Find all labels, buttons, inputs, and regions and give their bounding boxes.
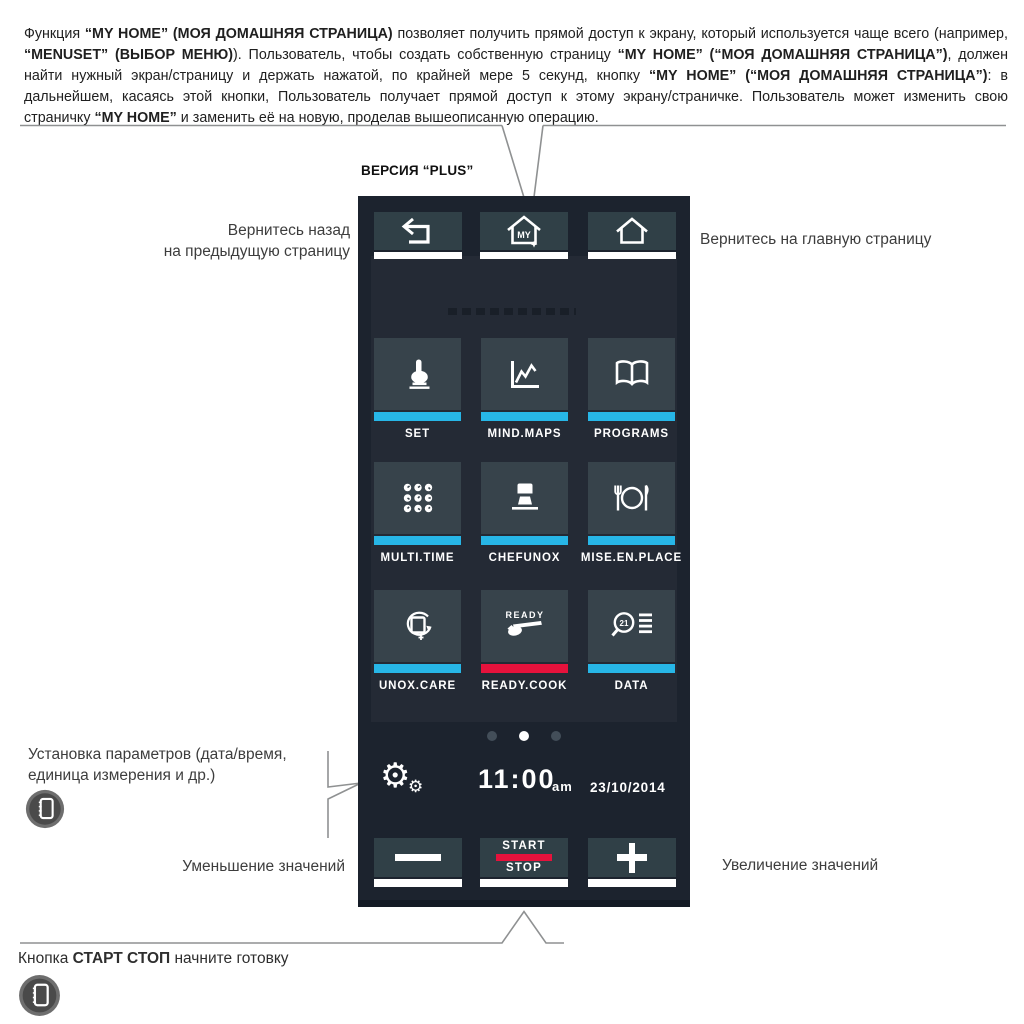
svg-text:READY: READY — [504, 610, 545, 620]
settings-button[interactable] — [380, 756, 432, 805]
tile-set — [374, 338, 461, 440]
plus-icon — [617, 843, 647, 873]
clock-date: 23/10/2014 — [590, 780, 666, 795]
chefunox-button[interactable] — [481, 462, 568, 534]
tile-accent-bar — [588, 536, 675, 545]
tile-label: UNOX.CARE — [378, 680, 457, 692]
start-stop-caption: Кнопка СТАРТ СТОП начните готовку — [18, 950, 289, 967]
manual-icon — [24, 788, 66, 830]
panel-bottom-bezel — [358, 900, 690, 907]
annotation-home: Вернитесь на главную страницу — [700, 231, 932, 248]
home-button[interactable] — [588, 212, 676, 250]
clock-time: 11:00 — [478, 764, 556, 794]
start-stop-red-bar — [496, 854, 552, 861]
tile-label: DATA — [614, 680, 649, 692]
tile-label: READY.COOK — [481, 680, 568, 692]
back-arrow-icon — [401, 216, 435, 246]
mind-maps-button[interactable] — [481, 338, 568, 410]
annotation-params-line2: единица измерения и др.) — [28, 767, 216, 784]
version-label: ВЕРСИЯ “PLUS” — [361, 163, 474, 178]
pager-dots — [358, 728, 690, 746]
my-home-icon — [504, 214, 544, 248]
tile-label: CHEFUNOX — [488, 552, 561, 564]
annotation-params — [28, 744, 287, 786]
ready-cook-button[interactable] — [481, 590, 568, 662]
tile-label: MIND.MAPS — [487, 428, 562, 440]
annotation-back-line2: на предыдущую страницу — [163, 243, 350, 260]
nav-my-home — [480, 212, 568, 259]
tile-ready-cook — [481, 590, 568, 692]
tile-multi-time — [374, 462, 461, 564]
ctrl-underline — [480, 879, 568, 887]
ghost-text — [448, 308, 576, 315]
clock-meridiem: am — [552, 779, 573, 794]
plus-button[interactable] — [588, 838, 676, 877]
tile-label: SET — [404, 428, 431, 440]
tile-accent-bar — [481, 536, 568, 545]
tile-accent-bar — [481, 412, 568, 421]
manual-icon — [17, 973, 62, 1018]
data-search-icon — [609, 609, 655, 643]
ctrl-underline — [374, 879, 462, 887]
tile-label: MISE.EN.PLACE — [580, 552, 683, 564]
annotation-back — [60, 220, 350, 262]
gear-icon: ⚙ — [380, 756, 411, 796]
data-button[interactable] — [588, 590, 675, 662]
tile-accent-bar — [481, 664, 568, 673]
tile-accent-bar — [374, 536, 461, 545]
annotation-back-line1: Вернитесь назад — [227, 222, 350, 239]
ctrl-plus — [588, 838, 676, 887]
svg-text:MY: MY — [517, 230, 531, 240]
set-hand-icon — [400, 356, 436, 392]
nav-back — [374, 212, 462, 259]
chef-hat-icon — [507, 480, 543, 516]
tile-data — [588, 590, 675, 692]
intro-paragraph: Функция “MY HOME” (МОЯ ДОМАШНЯЯ СТРАНИЦА) позволяет получить прямой доступ к экрану, который используется чаще всего (например, “MENUSET” (ВЫБОР МЕНЮ)). Пользователь, чтобы создать собственную страницу “MY HOME” (“МОЯ ДОМАШНЯЯ СТРАНИЦА”), должен найти нужный экран/страницу и держать нажатой, по крайней мере 5 секунд, кнопку “MY HOME” (“МОЯ ДОМАШНЯЯ СТРАНИЦА”): в дальнейшем, касаясь этой кнопки, Пользователь получает прямой доступ к этому экрану/страничке. Пользователь может изменить свою страничку “MY HOME” и заменить её на новую, проделав вышеописанную операцию. — [24, 26, 1008, 127]
tile-accent-bar — [374, 412, 461, 421]
set-button[interactable] — [374, 338, 461, 410]
annotation-params-line1: Установка параметров (дата/время, — [28, 746, 287, 763]
tile-programs — [588, 338, 675, 440]
tile-accent-bar — [374, 664, 461, 673]
tile-mise-en-place — [580, 462, 683, 564]
multi-time-button[interactable] — [374, 462, 461, 534]
pager-dot[interactable] — [551, 731, 561, 741]
ctrl-start-stop — [480, 838, 568, 887]
gear-small-icon: ⚙ — [408, 777, 424, 797]
nav-underline — [588, 252, 676, 259]
start-stop-button[interactable] — [480, 838, 568, 877]
nav-home — [588, 212, 676, 259]
oven-control-panel — [358, 196, 690, 907]
annotation-increase: Увеличение значений — [722, 857, 879, 874]
my-home-button[interactable] — [480, 212, 568, 250]
care-refresh-icon — [400, 608, 436, 644]
tile-unox-care — [374, 590, 461, 692]
stop-label: STOP — [506, 862, 542, 874]
tile-label: PROGRAMS — [594, 428, 669, 440]
plate-cutlery-icon — [611, 482, 653, 514]
programs-button[interactable] — [588, 338, 675, 410]
book-icon — [612, 358, 652, 390]
tile-accent-bar — [588, 412, 675, 421]
chart-icon — [507, 358, 543, 390]
tile-chefunox — [481, 462, 568, 564]
ready-cook-icon — [502, 608, 548, 644]
tile-label: MULTI.TIME — [380, 552, 455, 564]
unox-care-button[interactable] — [374, 590, 461, 662]
nav-underline — [480, 252, 568, 259]
home-icon — [614, 216, 650, 246]
mise-en-place-button[interactable] — [588, 462, 675, 534]
ctrl-underline — [588, 879, 676, 887]
back-button[interactable] — [374, 212, 462, 250]
start-label: START — [502, 839, 546, 852]
pager-dot[interactable] — [487, 731, 497, 741]
minus-button[interactable] — [374, 838, 462, 877]
tile-mind-maps — [481, 338, 568, 440]
nav-underline — [374, 252, 462, 259]
minus-icon — [395, 854, 441, 861]
annotation-decrease: Уменьшение значений — [182, 858, 345, 875]
svg-text:21: 21 — [619, 619, 628, 628]
ctrl-minus — [374, 838, 462, 887]
pager-dot[interactable] — [519, 731, 529, 741]
tile-accent-bar — [588, 664, 675, 673]
multi-clocks-icon — [400, 480, 436, 516]
